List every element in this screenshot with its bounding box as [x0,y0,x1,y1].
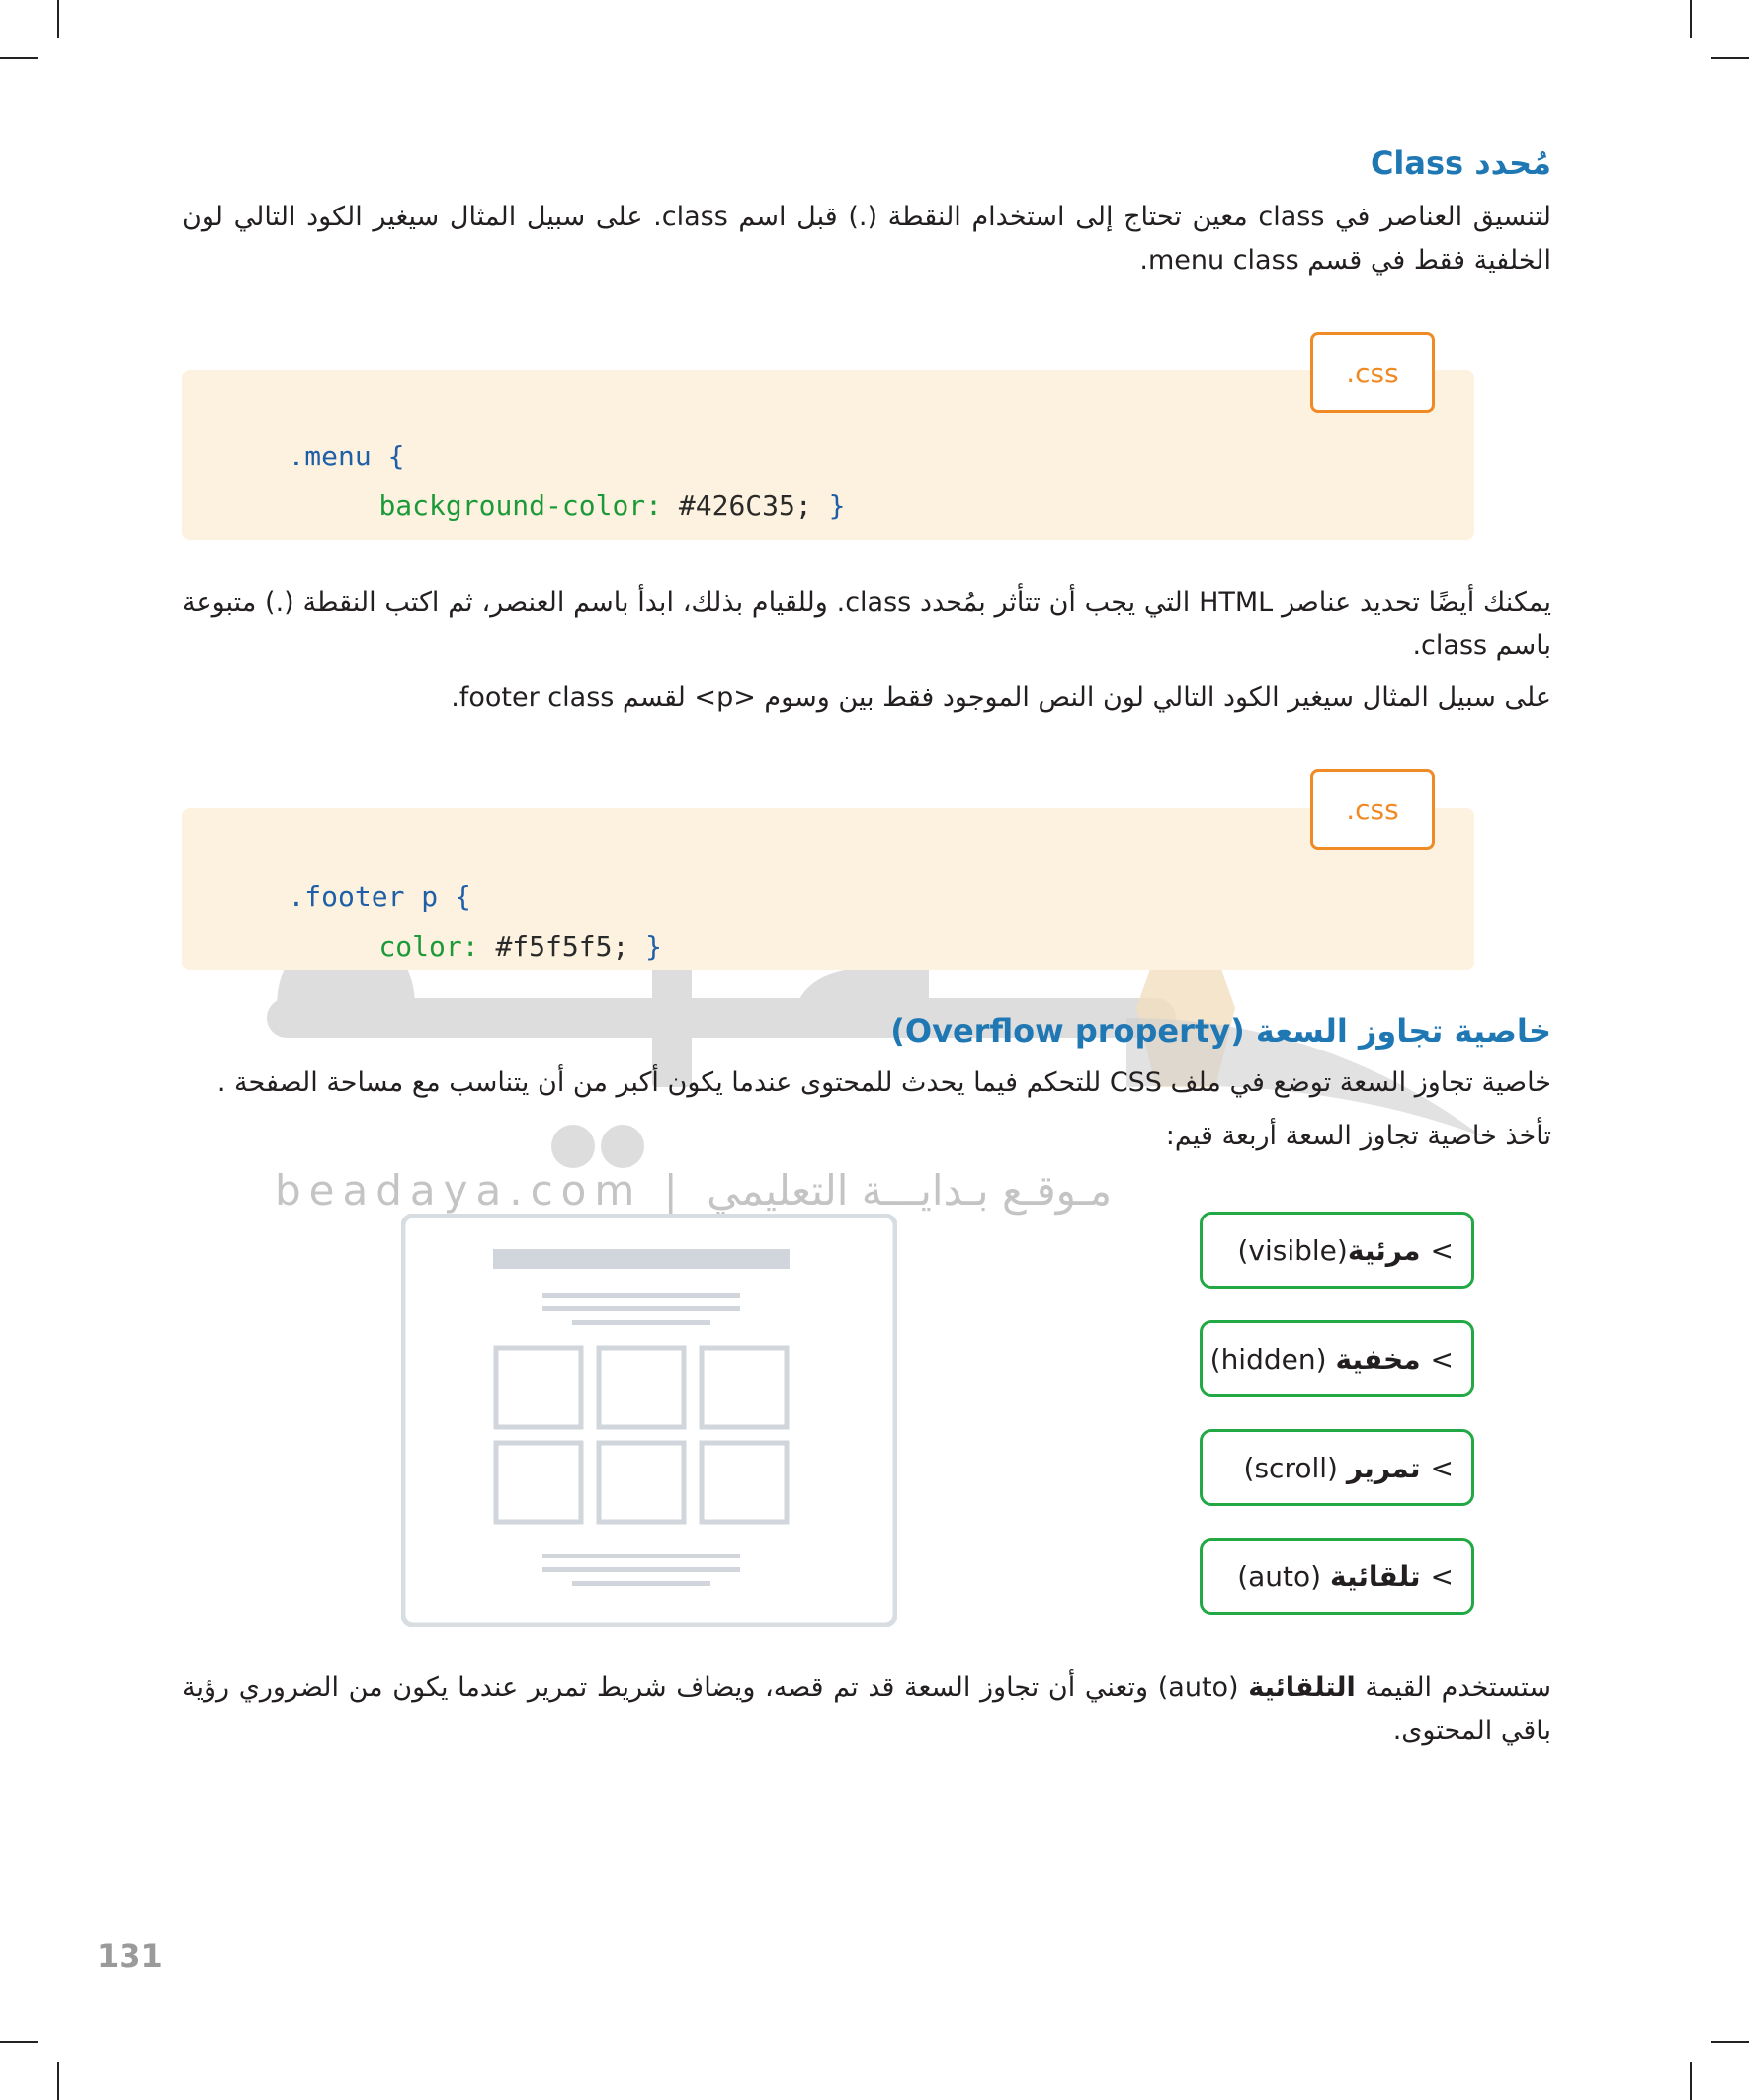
section-heading-overflow: خاصية تجاوز السعة (Overflow property) [890,1012,1551,1050]
code-selector: .menu [288,440,388,472]
arrow-icon: > [1430,1342,1454,1376]
code-selector: .footer p [288,881,456,913]
option-label: تلقائية [1329,1559,1421,1593]
paragraph: تأخذ خاصية تجاوز السعة أربعة قيم: [1165,1121,1551,1151]
paragraph: يمكنك أيضًا تحديد عناصر HTML التي يجب أن تتأثر بمُحدد class. وللقيام بذلك، ابدأ باسم العنصر، ثم اكتب النقطة (.) متبوعة باسم class. [182,587,1551,661]
arrow-icon: > [1430,1451,1454,1484]
paragraph: على سبيل المثال سيغير الكود التالي لون النص الموجود فقط بين وسوم <p> لقسم footer class. [451,682,1551,713]
code-value: #426C35; [678,489,829,522]
code-value: #f5f5f5; [495,930,646,963]
illustration-frame [403,1216,895,1625]
code-line [312,897,662,995]
crop-mark [0,57,38,59]
overflow-option-scroll [1200,1429,1474,1506]
option-value: (auto) [1237,1559,1322,1593]
illustration-line [542,1554,740,1558]
watermark-text: beadaya.com | مـوقـع بـدايـــة التعليمي [275,1166,1113,1215]
code-brace: } [828,489,846,522]
code-line [312,457,845,554]
illustration-line [572,1581,710,1586]
option-value: (visible) [1237,1233,1348,1267]
code-brace: { [455,881,471,913]
illustration-line [542,1306,740,1311]
illustration-line [542,1567,740,1572]
code-block [182,808,1474,970]
overflow-option-auto [1200,1538,1474,1615]
code-brace: { [387,440,405,472]
paragraph [182,1666,1551,1753]
page-layout-illustration [401,1214,897,1627]
css-file-tag: .css [1310,769,1435,850]
option-label: تمرير [1346,1451,1421,1484]
option-value: (hidden) [1209,1342,1327,1376]
crop-mark [1690,0,1692,38]
arrow-icon: > [1430,1559,1454,1593]
text-run: (auto) وتعني أن تجاوز السعة قد تم قصه، ويضاف شريط تمرير عندما يكون من الضروري رؤية باقي المحتوى. [182,1672,1551,1746]
crop-mark [0,2041,38,2043]
illustration-line [572,1320,710,1325]
option-value: (scroll) [1243,1451,1338,1484]
option-label: مخفية [1335,1342,1421,1376]
overflow-option-visible [1200,1212,1474,1289]
page-number: 131 [97,1937,163,1974]
crop-mark [57,2062,59,2100]
overflow-option-hidden [1200,1320,1474,1397]
code-brace: } [645,930,663,963]
arrow-icon: > [1430,1233,1454,1267]
crop-mark [1690,2062,1692,2100]
code-property: color: [378,930,496,963]
crop-mark [57,0,59,38]
paragraph: خاصية تجاوز السعة توضع في ملف CSS للتحكم فيما يحدث للمحتوى عندما يكون أكبر من أن يتناسب مع مساحة الصفحة . [216,1067,1551,1098]
illustration-header [493,1249,790,1269]
css-file-tag: .css [1310,332,1435,413]
crop-mark [1711,57,1749,59]
option-label: مرئية [1347,1233,1421,1267]
paragraph: لتنسيق العناصر في class معين تحتاج إلى استخدام النقطة (.) قبل اسم class. على سبيل المثال سيغير الكود التالي لون الخلفية فقط في قسم menu class. [182,202,1552,276]
illustration-line [542,1293,740,1298]
code-property: background-color: [378,489,679,522]
section-heading-class-selector: مُحدد Class [1370,144,1551,182]
crop-mark [1711,2041,1749,2043]
text-run-bold: التلقائية [1248,1672,1356,1703]
text-run: ستستخدم القيمة [1355,1672,1552,1703]
code-block [182,370,1474,540]
